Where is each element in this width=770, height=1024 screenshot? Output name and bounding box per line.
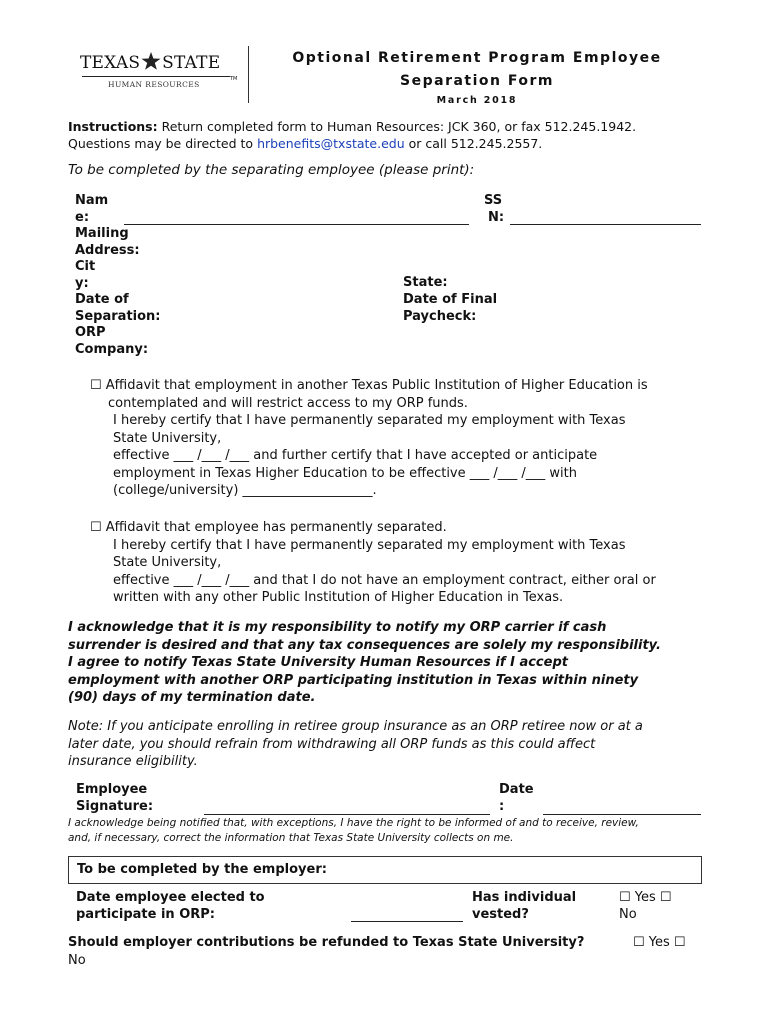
star-icon <box>141 52 161 70</box>
final-paycheck-label: Date of Final Paycheck: <box>403 292 498 324</box>
form-title-line1: Optional Retirement Program Employee <box>292 50 662 66</box>
header-divider <box>248 46 249 103</box>
employee-signature-label: Employee Signature: <box>76 782 154 814</box>
affidavit-contemplated-checkbox[interactable]: ☐ <box>90 378 102 393</box>
affidavit1-line1: Affidavit that employment in another Texas Public Institution of Higher Education is <box>101 378 648 393</box>
affidavit-contemplated <box>90 377 710 500</box>
affidavit1-line5: effective ___ /___ /___ and further certify that I have accepted or anticipate <box>113 448 598 463</box>
affidavit1-line4: State University, <box>113 430 222 446</box>
instructions-text2-post: or call 512.245.2557. <box>404 135 543 151</box>
ssn-label: SS N: <box>484 193 505 225</box>
city-label: Cit y: <box>75 259 96 291</box>
affidavit2-line3: State University, <box>113 555 222 570</box>
form-title-block <box>292 47 662 106</box>
instructions <box>68 119 728 152</box>
privacy-notice: I acknowledge being notified that, with exceptions, I have the right to be informed of and to receive, review, and, if necessary, correct the information that Texas State University collects on me. <box>68 817 639 844</box>
affidavit2-line1: Affidavit that employee has permanently separated. <box>101 520 447 535</box>
acknowledgement: I acknowledge that it is my responsibility to notify my ORP carrier if cash surrender is desired and that any tax consequences are solely my responsibility. I agree to notify Texas State University Human Resources if I accept employment with another ORP participating institution in Texas within ninety (90) days of my termination date. <box>68 620 661 705</box>
vested-label: Has individual vested? <box>472 890 577 922</box>
orp-election-date-label: Date employee elected to participate in ORP: <box>76 890 265 922</box>
instructions-text2-pre: Questions may be directed to <box>68 135 258 151</box>
logo-word-state: STATE <box>162 53 221 73</box>
logo-trademark: TM <box>230 76 238 82</box>
employee-signature-field[interactable] <box>204 814 490 815</box>
signature-date-field[interactable] <box>543 814 701 815</box>
refund-question: Should employer contributions be refunded to Texas State University? <box>68 935 585 950</box>
email-link[interactable]: hrbenefits@txstate.edu <box>257 135 405 151</box>
vested-options[interactable]: ☐ Yes ☐ No <box>619 890 672 922</box>
instructions-label: Instructions: <box>68 119 158 134</box>
name-label: Nam e: <box>75 193 109 225</box>
instructions-text1: Return completed form to Human Resources: JCK 360, or fax 512.245.1942. <box>157 119 637 134</box>
logo-wordmark <box>80 52 235 73</box>
separation-date-label: Date of Separation: <box>75 292 161 324</box>
logo-rule <box>82 76 230 77</box>
affidavit1-line6: employment in Texas Higher Education to be effective ___ /___ /___ with <box>113 465 577 481</box>
orp-election-date-field[interactable] <box>351 921 463 922</box>
employer-section-header <box>68 856 702 884</box>
form-title-line2: Separation Form <box>400 73 554 89</box>
signature-date-label: Date : <box>499 782 534 814</box>
affidavit1-line2: contemplated and will restrict access to my ORP funds. <box>108 395 468 411</box>
refund-options-yes[interactable]: ☐ Yes ☐ <box>633 935 686 950</box>
affidavit1-line7: (college/university) ____________________. <box>113 483 377 498</box>
refund-options-no[interactable]: No <box>68 953 86 968</box>
name-field[interactable] <box>124 224 469 225</box>
affidavit-separated <box>90 519 710 607</box>
form-date: March 2018 <box>436 95 518 106</box>
texas-state-logo <box>80 52 238 96</box>
affidavit2-line4: effective ___ /___ /___ and that I do not have an employment contract, either oral or <box>113 572 656 588</box>
affidavit2-line2: I hereby certify that I have permanently separated my employment with Texas <box>113 537 626 553</box>
logo-subtitle: HUMAN RESOURCES <box>108 80 200 89</box>
mailing-address-label: Mailing Address: <box>75 226 140 258</box>
affidavit-separated-checkbox[interactable]: ☐ <box>90 520 102 535</box>
retiree-note: Note: If you anticipate enrolling in retiree group insurance as an ORP retiree now or at a later date, you should refrain from withdrawing all ORP funds as this could affect insurance eligibility. <box>68 719 643 769</box>
state-label: State: <box>403 275 448 290</box>
logo-word-texas: TEXAS <box>80 53 141 73</box>
employer-section-heading: To be completed by the employer: <box>77 862 327 877</box>
affidavit1-line3: I hereby certify that I have permanently separated my employment with Texas <box>113 413 626 428</box>
affidavit2-line5: written with any other Public Institution of Higher Education in Texas. <box>113 590 564 605</box>
ssn-field[interactable] <box>510 224 701 225</box>
employee-section-heading: To be completed by the separating employee (please print): <box>68 162 475 178</box>
orp-company-label: ORP Company: <box>75 325 149 357</box>
